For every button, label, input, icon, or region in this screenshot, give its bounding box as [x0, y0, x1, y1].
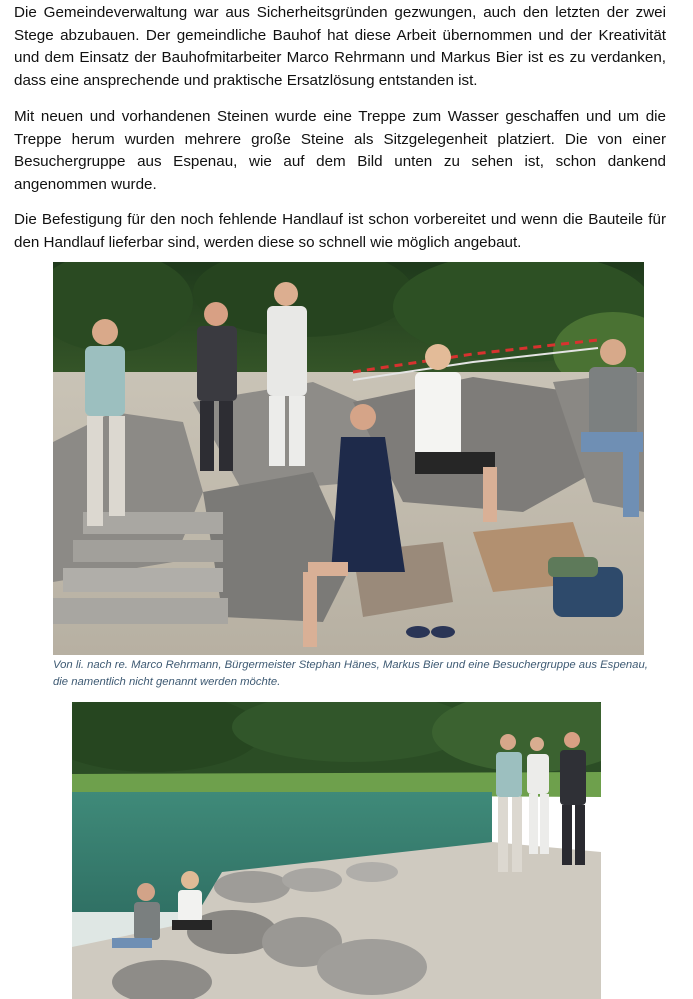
photo-lakeside-view — [72, 702, 601, 999]
photo-caption: Von li. nach re. Marco Rehrmann, Bürgermeister Stephan Hänes, Markus Bier und eine Besuchergruppe aus Espenau, die namentlich nicht genannt werden möchte. — [53, 659, 648, 688]
article-paragraph-1: Die Gemeindeverwaltung war aus Sicherheitsgründen gezwungen, auch den letzten der zwei Stege abzubauen. Der gemeindliche Bauhof hat diese Arbeit übernommen und der Kreativität und dem Einsatz der Bauhofmitarbeiter Marco Rehrmann und Markus Bier ist es zu verdanken, dass eine ansprechende und praktische Ersatzlösung entstanden ist. — [14, 4, 666, 89]
article-paragraph-2: Mit neuen und vorhandenen Steinen wurde eine Treppe zum Wasser geschaffen und um die Treppe herum wurden mehrere große Steine als Sitzgelegenheit platziert. Die von einer Besuchergruppe aus Espenau, wie auf dem Bild unten zu sehen ist, schon dankend angenommen wurde. — [14, 108, 666, 193]
photo-group-on-stone-steps — [53, 262, 644, 655]
article-paragraph-3: Die Befestigung für den noch fehlende Handlauf ist schon vorbereitet und wenn die Bauteile für den Handlauf lieferbar sind, werden diese so schnell wie möglich angebaut. — [14, 211, 666, 251]
